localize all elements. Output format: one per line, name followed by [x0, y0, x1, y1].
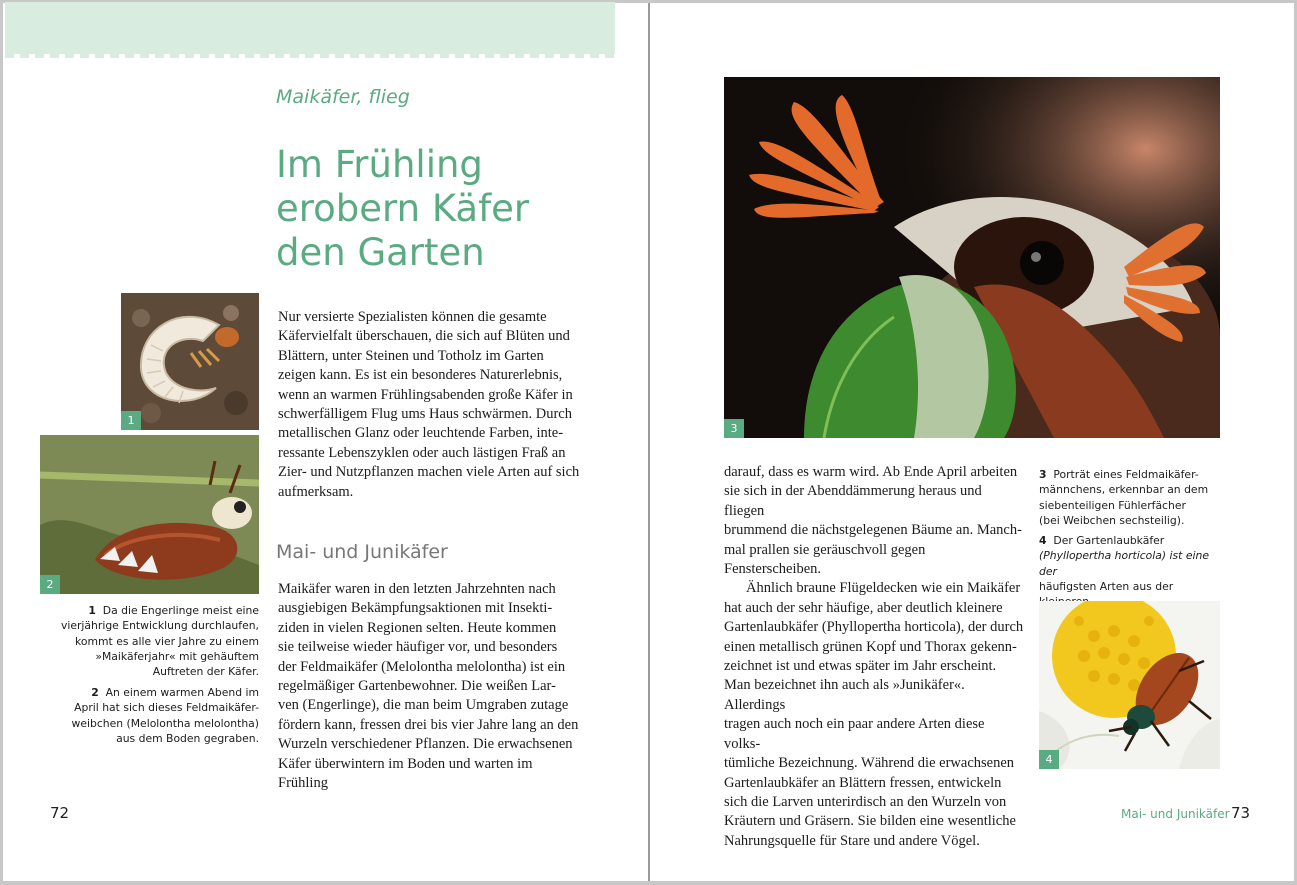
- caption-line: An einem warmen Abend im: [105, 686, 259, 699]
- caption-line: »Maikäferjahr« mit gehäuftem: [95, 649, 259, 663]
- section-kicker: Maikäfer, flieg: [276, 86, 410, 108]
- caption-line: (bei Weibchen sechsteilig).: [1039, 513, 1185, 527]
- caption-number: 4: [1039, 534, 1047, 547]
- text-line: ausgiebigen Bekämpfungsaktionen mit Insekti-: [278, 600, 553, 617]
- caption-line: aus dem Boden gegraben.: [116, 731, 259, 745]
- text-line: Nahrungsquelle für Stare und andere Vögel.: [724, 832, 980, 849]
- photo-garden-chafer: [1039, 601, 1220, 769]
- page-number-right: 73: [1231, 804, 1251, 822]
- text-line: zeichnet ist und etwas später im Jahr erscheint.: [724, 658, 997, 675]
- caption-number: 1: [88, 604, 96, 617]
- text-line: ziden in vielen Regionen selten. Heute kommen: [278, 619, 557, 636]
- title-line: erobern Käfer: [276, 187, 530, 230]
- page-title: [276, 143, 576, 275]
- body-paragraph-left: [278, 580, 583, 793]
- text-line: metallischen Glanz oder leuchtende Farben, inte-: [278, 425, 564, 442]
- text-line: sich die Larven unterirdisch an den Wurzeln von: [724, 793, 1007, 810]
- text-line: hat auch der sehr häufige, aber deutlich kleinere: [724, 599, 1003, 616]
- photo-number-badge: 2: [40, 575, 60, 594]
- text-line: sie teilweise wieder häufiger vor, und besonders: [278, 639, 558, 656]
- caption-line: kommt es alle vier Jahre zu einem: [75, 634, 259, 648]
- caption-number: 3: [1039, 468, 1047, 481]
- text-line: zeigen kann. Es ist ein besonderes Naturerlebnis,: [278, 367, 563, 384]
- text-line: Ähnlich braune Flügeldecken wie ein Maikäfer: [746, 580, 1021, 597]
- text-line: regelmäßiger Gartenbewohner. Die weißen Lar-: [278, 678, 556, 695]
- text-line: ven (Engerlinge), die man beim Umgraben zutage: [278, 697, 569, 714]
- text-line: mal prallen sie geräuschvoll gegen Fensterscheiben.: [724, 541, 926, 578]
- text-line: sie sich in der Abenddämmerung heraus und fliegen: [724, 483, 982, 519]
- body-paragraph-right: [724, 463, 1024, 851]
- text-line: Käfervielfalt überschauen, die sich auf Blüten und: [278, 328, 570, 345]
- text-line: Kräutern und Gräsern. Sie bilden eine wesentliche: [724, 813, 1016, 830]
- text-line: Wurzeln verschiedener Pflanzen. Die erwachsenen: [278, 736, 573, 753]
- text-line: Man bezeichnet ihn auch als »Junikäfer«. Allerdings: [724, 677, 965, 713]
- title-line: den Garten: [276, 231, 485, 274]
- caption-line: Auftreten der Käfer.: [152, 665, 259, 679]
- text-line: tümliche Bezeichnung. Während die erwachsenen: [724, 755, 1015, 772]
- caption-line: Da die Engerlinge meist eine: [102, 604, 259, 617]
- text-line: darauf, dass es warm wird. Ab Ende April arbeiten: [724, 464, 1018, 480]
- caption-2: [40, 685, 259, 746]
- photo-number-badge: 3: [724, 419, 744, 438]
- caption-line: männchens, erkennbar an dem: [1039, 483, 1209, 497]
- caption-line: häufigsten Arten aus der: [1039, 579, 1174, 593]
- text-line: Maikäfer waren in den letzten Jahrzehnten nach: [278, 581, 556, 597]
- cockchafer-portrait-image: [724, 77, 1220, 438]
- caption-line: April hat sich dieses Feldmaikäfer-: [74, 701, 259, 715]
- caption-3: [1039, 467, 1224, 528]
- intro-paragraph: [278, 308, 583, 502]
- text-line: Blättern, unter Steinen und Totholz im Garten: [278, 347, 544, 364]
- text-line: brummend die nächstgelegenen Bäume an. Manch-: [724, 522, 1022, 539]
- text-line: Gartenlaubkäfer an Blättern fressen, entwickeln: [724, 774, 1002, 791]
- caption-line: Porträt eines Feldmaikäfer-: [1053, 468, 1199, 481]
- caption-line: weibchen (Melolontha melolontha): [71, 716, 259, 730]
- caption-number: 2: [91, 686, 99, 699]
- caption-line: vierjährige Entwicklung durchlaufen,: [60, 619, 259, 633]
- text-line: aufmerksam.: [278, 483, 354, 500]
- text-line: fördern kann, fressen drei bis vier Jahre lang an den: [278, 716, 579, 733]
- cockchafer-female-image: [40, 435, 259, 594]
- header-color-wash: [5, 2, 615, 54]
- caption-1: [40, 603, 259, 679]
- text-line: wenn an warmen Frühlingsabenden große Käfer in: [278, 386, 573, 403]
- photo-number-badge: 1: [121, 411, 141, 430]
- text-line: ressante Lebenszyklen oder auch lästigen Fraß an: [278, 444, 566, 461]
- text-line: Zier- und Nutzpflanzen machen viele Arten auf sich: [278, 464, 580, 481]
- photo-number-badge: 4: [1039, 750, 1059, 769]
- text-line: Gartenlaubkäfer (Phyllopertha horticola), der durch: [724, 619, 1024, 636]
- caption-line: (Phyllopertha horticola) ist eine der: [1039, 549, 1209, 578]
- page-number-left: 72: [50, 804, 70, 822]
- text-line: Käfer überwintern im Boden und warten im Frühling: [278, 755, 533, 792]
- text-line: schwerfälligem Flug ums Haus schwärmen. Durch: [278, 406, 572, 423]
- text-line: der Feldmaikäfer (Melolontha melolontha) ist ein: [278, 658, 566, 675]
- photo-grub: [121, 293, 259, 430]
- text-line: Nur versierte Spezialisten können die gesamte: [278, 309, 547, 325]
- caption-line: siebenteiligen Fühlerfächer: [1039, 498, 1186, 512]
- running-head: Mai- und Junikäfer: [1121, 807, 1230, 821]
- section-subheading: Mai- und Junikäfer: [276, 541, 448, 563]
- caption-line: Der Gartenlaubkäfer: [1053, 534, 1165, 547]
- text-line: tragen auch noch ein paar andere Arten diese volks-: [724, 716, 985, 752]
- title-line: Im Frühling: [276, 143, 483, 186]
- garden-chafer-image: [1039, 601, 1220, 769]
- photo-cockchafer-portrait: [724, 77, 1220, 438]
- grub-image: [121, 293, 259, 430]
- text-line: einen metallisch grünen Kopf und Thorax gekenn-: [724, 638, 1017, 655]
- photo-cockchafer-female: [40, 435, 259, 594]
- book-gutter: [648, 3, 650, 881]
